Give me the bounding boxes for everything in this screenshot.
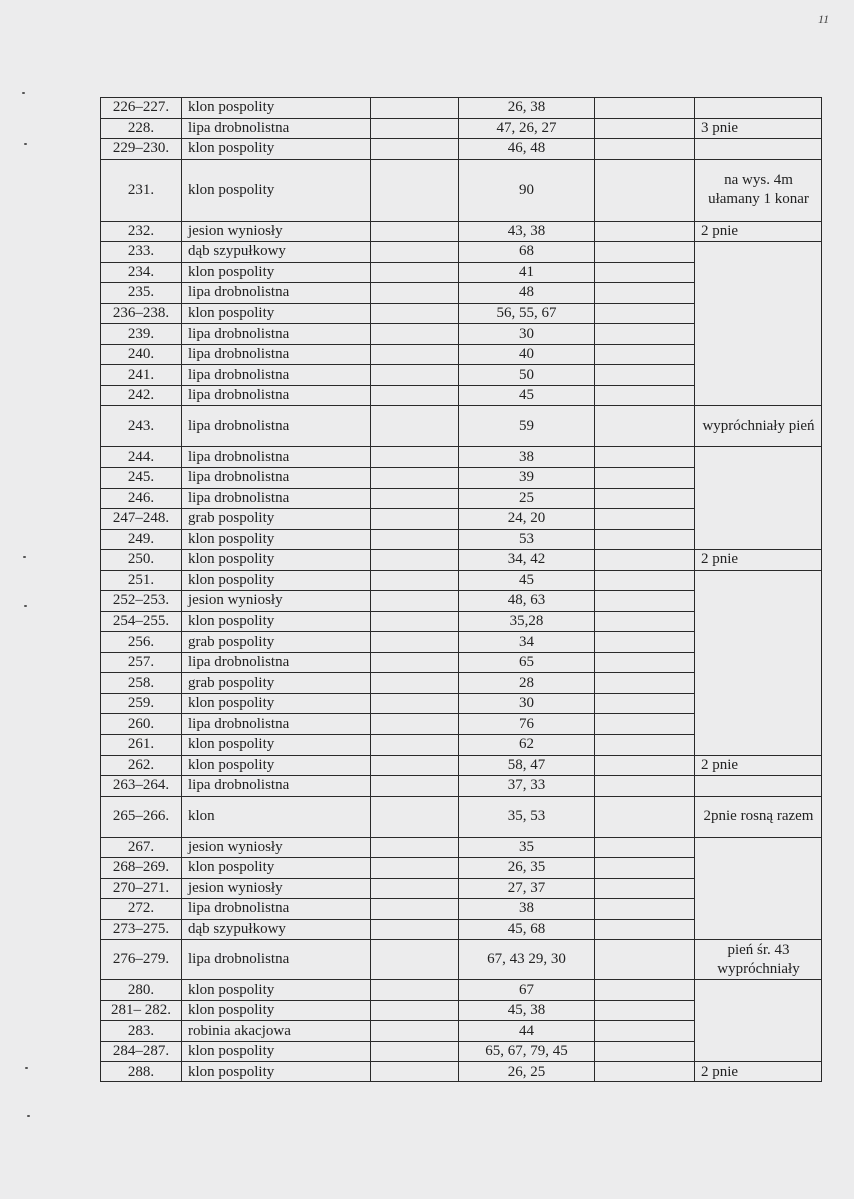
- tree-inventory-table: [100, 97, 822, 1082]
- row-number-cell: 228.: [127, 119, 155, 136]
- diameter-cell: 30: [519, 695, 534, 712]
- remarks-cell: [695, 242, 822, 262]
- remarks-cell: [695, 714, 822, 734]
- remarks-cell: [695, 920, 822, 940]
- remarks-cell: [695, 858, 822, 878]
- remarks-cell: [695, 653, 822, 673]
- remarks-cell: 2pnie rosną razem: [703, 808, 814, 825]
- species-cell: klon pospolity: [188, 695, 275, 712]
- species-cell: klon pospolity: [188, 981, 275, 998]
- row-number-cell: 245.: [127, 469, 155, 486]
- species-cell: klon pospolity: [188, 571, 275, 588]
- row-number-cell: 236–238.: [112, 305, 170, 322]
- diameter-cell: 25: [519, 489, 534, 506]
- row-number-cell: 251.: [127, 571, 155, 588]
- row-number-cell: 272.: [127, 900, 155, 917]
- remarks-cell: wypróchniały pień: [702, 417, 815, 434]
- row-number-cell: 259.: [127, 695, 155, 712]
- diameter-cell: 43, 38: [507, 222, 546, 239]
- species-cell: jesion wyniosły: [188, 838, 283, 855]
- row-number-cell: 284–287.: [112, 1043, 170, 1060]
- remarks-cell: [695, 776, 822, 796]
- species-cell: klon pospolity: [188, 99, 275, 116]
- row-number-cell: 229–230.: [112, 140, 170, 157]
- species-cell: lipa drobnolistna: [188, 469, 290, 486]
- remarks-cell: [695, 694, 822, 714]
- remarks-cell: [695, 489, 822, 509]
- row-number-cell: 256.: [127, 633, 155, 650]
- remarks-cell: [695, 447, 822, 467]
- diameter-cell: 59: [519, 417, 534, 434]
- diameter-cell: 38: [519, 448, 534, 465]
- remarks-cell: na wys. 4m ułamany 1 konar: [708, 172, 809, 208]
- row-number-cell: 254–255.: [112, 613, 170, 630]
- species-cell: grab pospolity: [188, 674, 275, 691]
- row-number-cell: 241.: [127, 366, 155, 383]
- row-number-cell: 226–227.: [112, 99, 170, 116]
- row-number-cell: 235.: [127, 284, 155, 301]
- row-number-cell: 281– 282.: [111, 1002, 171, 1019]
- species-cell: dąb szypułkowy: [188, 921, 286, 938]
- scan-speck: [25, 1067, 28, 1069]
- row-number-cell: 234.: [127, 263, 155, 280]
- species-cell: lipa drobnolistna: [188, 489, 290, 506]
- diameter-cell: 45: [519, 387, 534, 404]
- diameter-cell: 46, 48: [507, 140, 546, 157]
- species-cell: klon pospolity: [188, 736, 275, 753]
- row-number-cell: 232.: [127, 222, 155, 239]
- diameter-cell: 47, 26, 27: [496, 119, 557, 136]
- species-cell: robinia akacjowa: [188, 1022, 291, 1039]
- remarks-cell: [695, 673, 822, 693]
- diameter-cell: 26, 35: [507, 859, 546, 876]
- remarks-cell: [695, 838, 822, 858]
- diameter-cell: 56, 55, 67: [496, 305, 557, 322]
- remarks-cell: 3 pnie: [701, 119, 739, 136]
- diameter-cell: 39: [519, 469, 534, 486]
- diameter-cell: 30: [519, 325, 534, 342]
- scan-speck: [24, 605, 27, 607]
- diameter-cell: 34: [519, 633, 534, 650]
- scan-speck: [22, 92, 25, 94]
- species-cell: grab pospolity: [188, 633, 275, 650]
- diameter-cell: 40: [519, 346, 534, 363]
- species-cell: klon pospolity: [188, 1002, 275, 1019]
- diameter-cell: 45, 38: [507, 1002, 546, 1019]
- remarks-cell: [695, 98, 822, 118]
- remarks-cell: [695, 1042, 822, 1062]
- species-cell: lipa drobnolistna: [188, 654, 290, 671]
- diameter-cell: 26, 38: [507, 99, 546, 116]
- diameter-cell: 58, 47: [507, 756, 546, 773]
- diameter-cell: 45: [519, 571, 534, 588]
- diameter-cell: 45, 68: [507, 921, 546, 938]
- diameter-cell: 62: [519, 736, 534, 753]
- scan-speck: [23, 556, 26, 558]
- remarks-cell: [695, 1001, 822, 1021]
- species-cell: lipa drobnolistna: [188, 951, 290, 968]
- diameter-cell: 35, 53: [507, 808, 546, 825]
- diameter-cell: 35,28: [509, 613, 544, 630]
- row-number-cell: 262.: [127, 756, 155, 773]
- species-cell: grab pospolity: [188, 510, 275, 527]
- remarks-cell: 2 pnie: [701, 551, 739, 568]
- remarks-cell: 2 pnie: [701, 1063, 739, 1080]
- species-cell: klon pospolity: [188, 1043, 275, 1060]
- remarks-cell: [695, 324, 822, 344]
- remarks-cell: [695, 509, 822, 529]
- row-number-cell: 270–271.: [112, 879, 170, 896]
- remarks-cell: [695, 386, 822, 406]
- species-cell: klon pospolity: [188, 181, 275, 198]
- diameter-cell: 27, 37: [507, 879, 546, 896]
- remarks-cell: [695, 571, 822, 591]
- diameter-cell: 90: [519, 181, 534, 198]
- diameter-cell: 65: [519, 654, 534, 671]
- diameter-cell: 48, 63: [507, 592, 546, 609]
- species-cell: jesion wyniosły: [188, 222, 283, 239]
- diameter-cell: 38: [519, 900, 534, 917]
- remarks-cell: [695, 530, 822, 550]
- remarks-cell: [695, 735, 822, 755]
- row-number-cell: 265–266.: [112, 808, 170, 825]
- species-cell: klon: [188, 808, 215, 825]
- remarks-cell: [695, 879, 822, 899]
- diameter-cell: 41: [519, 263, 534, 280]
- row-number-cell: 246.: [127, 489, 155, 506]
- row-number-cell: 283.: [127, 1022, 155, 1039]
- row-number-cell: 276–279.: [112, 951, 170, 968]
- row-number-cell: 242.: [127, 387, 155, 404]
- diameter-cell: 48: [519, 284, 534, 301]
- remarks-cell: pień śr. 43 wypróchniały: [717, 941, 800, 977]
- species-cell: klon pospolity: [188, 305, 275, 322]
- species-cell: lipa drobnolistna: [188, 284, 290, 301]
- species-cell: lipa drobnolistna: [188, 777, 290, 794]
- diameter-cell: 67: [519, 981, 534, 998]
- diameter-cell: 76: [519, 715, 534, 732]
- species-cell: lipa drobnolistna: [188, 325, 290, 342]
- diameter-cell: 28: [519, 674, 534, 691]
- diameter-cell: 26, 25: [507, 1063, 546, 1080]
- row-number-cell: 239.: [127, 325, 155, 342]
- species-cell: lipa drobnolistna: [188, 900, 290, 917]
- remarks-cell: [695, 468, 822, 488]
- row-number-cell: 268–269.: [112, 859, 170, 876]
- diameter-cell: 24, 20: [507, 510, 546, 527]
- row-number-cell: 250.: [127, 551, 155, 568]
- species-cell: klon pospolity: [188, 140, 275, 157]
- species-cell: klon pospolity: [188, 859, 275, 876]
- species-cell: jesion wyniosły: [188, 879, 283, 896]
- row-number-cell: 267.: [127, 838, 155, 855]
- scan-speck: [24, 143, 27, 145]
- row-number-cell: 244.: [127, 448, 155, 465]
- diameter-cell: 37, 33: [507, 777, 546, 794]
- row-number-cell: 243.: [127, 417, 155, 434]
- diameter-cell: 68: [519, 243, 534, 260]
- species-cell: lipa drobnolistna: [188, 715, 290, 732]
- species-cell: dąb szypułkowy: [188, 243, 286, 260]
- row-number-cell: 258.: [127, 674, 155, 691]
- remarks-cell: [695, 632, 822, 652]
- diameter-cell: 65, 67, 79, 45: [485, 1043, 568, 1060]
- row-number-cell: 261.: [127, 736, 155, 753]
- scan-speck: [27, 1115, 30, 1117]
- remarks-cell: [695, 283, 822, 303]
- remarks-cell: [695, 345, 822, 365]
- diameter-cell: 53: [519, 530, 534, 547]
- remarks-cell: [695, 1021, 822, 1041]
- diameter-cell: 34, 42: [507, 551, 546, 568]
- remarks-cell: [695, 980, 822, 1000]
- species-cell: klon pospolity: [188, 1063, 275, 1080]
- remarks-cell: 2 pnie: [701, 756, 739, 773]
- row-number-cell: 252–253.: [112, 592, 170, 609]
- diameter-cell: 44: [519, 1022, 534, 1039]
- row-number-cell: 233.: [127, 243, 155, 260]
- remarks-cell: [695, 591, 822, 611]
- species-cell: jesion wyniosły: [188, 592, 283, 609]
- row-number-cell: 247–248.: [112, 510, 170, 527]
- remarks-cell: [695, 263, 822, 283]
- row-number-cell: 260.: [127, 715, 155, 732]
- diameter-cell: 67, 43 29, 30: [487, 951, 566, 968]
- row-number-cell: 231.: [127, 181, 155, 198]
- species-cell: lipa drobnolistna: [188, 366, 290, 383]
- row-number-cell: 288.: [127, 1063, 155, 1080]
- remarks-cell: 2 pnie: [701, 222, 739, 239]
- diameter-cell: 50: [519, 366, 534, 383]
- species-cell: lipa drobnolistna: [188, 119, 290, 136]
- species-cell: klon pospolity: [188, 756, 275, 773]
- row-number-cell: 240.: [127, 346, 155, 363]
- species-cell: lipa drobnolistna: [188, 387, 290, 404]
- row-number-cell: 280.: [127, 981, 155, 998]
- remarks-cell: [695, 612, 822, 632]
- remarks-cell: [695, 304, 822, 324]
- species-cell: klon pospolity: [188, 263, 275, 280]
- row-number-cell: 257.: [127, 654, 155, 671]
- species-cell: klon pospolity: [188, 551, 275, 568]
- species-cell: lipa drobnolistna: [188, 346, 290, 363]
- species-cell: lipa drobnolistna: [188, 417, 290, 434]
- row-number-cell: 263–264.: [112, 777, 170, 794]
- row-number-cell: 249.: [127, 530, 155, 547]
- remarks-cell: [695, 899, 822, 919]
- remarks-cell: [695, 365, 822, 385]
- remarks-cell: [695, 139, 822, 159]
- species-cell: klon pospolity: [188, 530, 275, 547]
- row-number-cell: 273–275.: [112, 921, 170, 938]
- species-cell: klon pospolity: [188, 613, 275, 630]
- diameter-cell: 35: [519, 838, 534, 855]
- page-number: 11: [818, 12, 830, 26]
- species-cell: lipa drobnolistna: [188, 448, 290, 465]
